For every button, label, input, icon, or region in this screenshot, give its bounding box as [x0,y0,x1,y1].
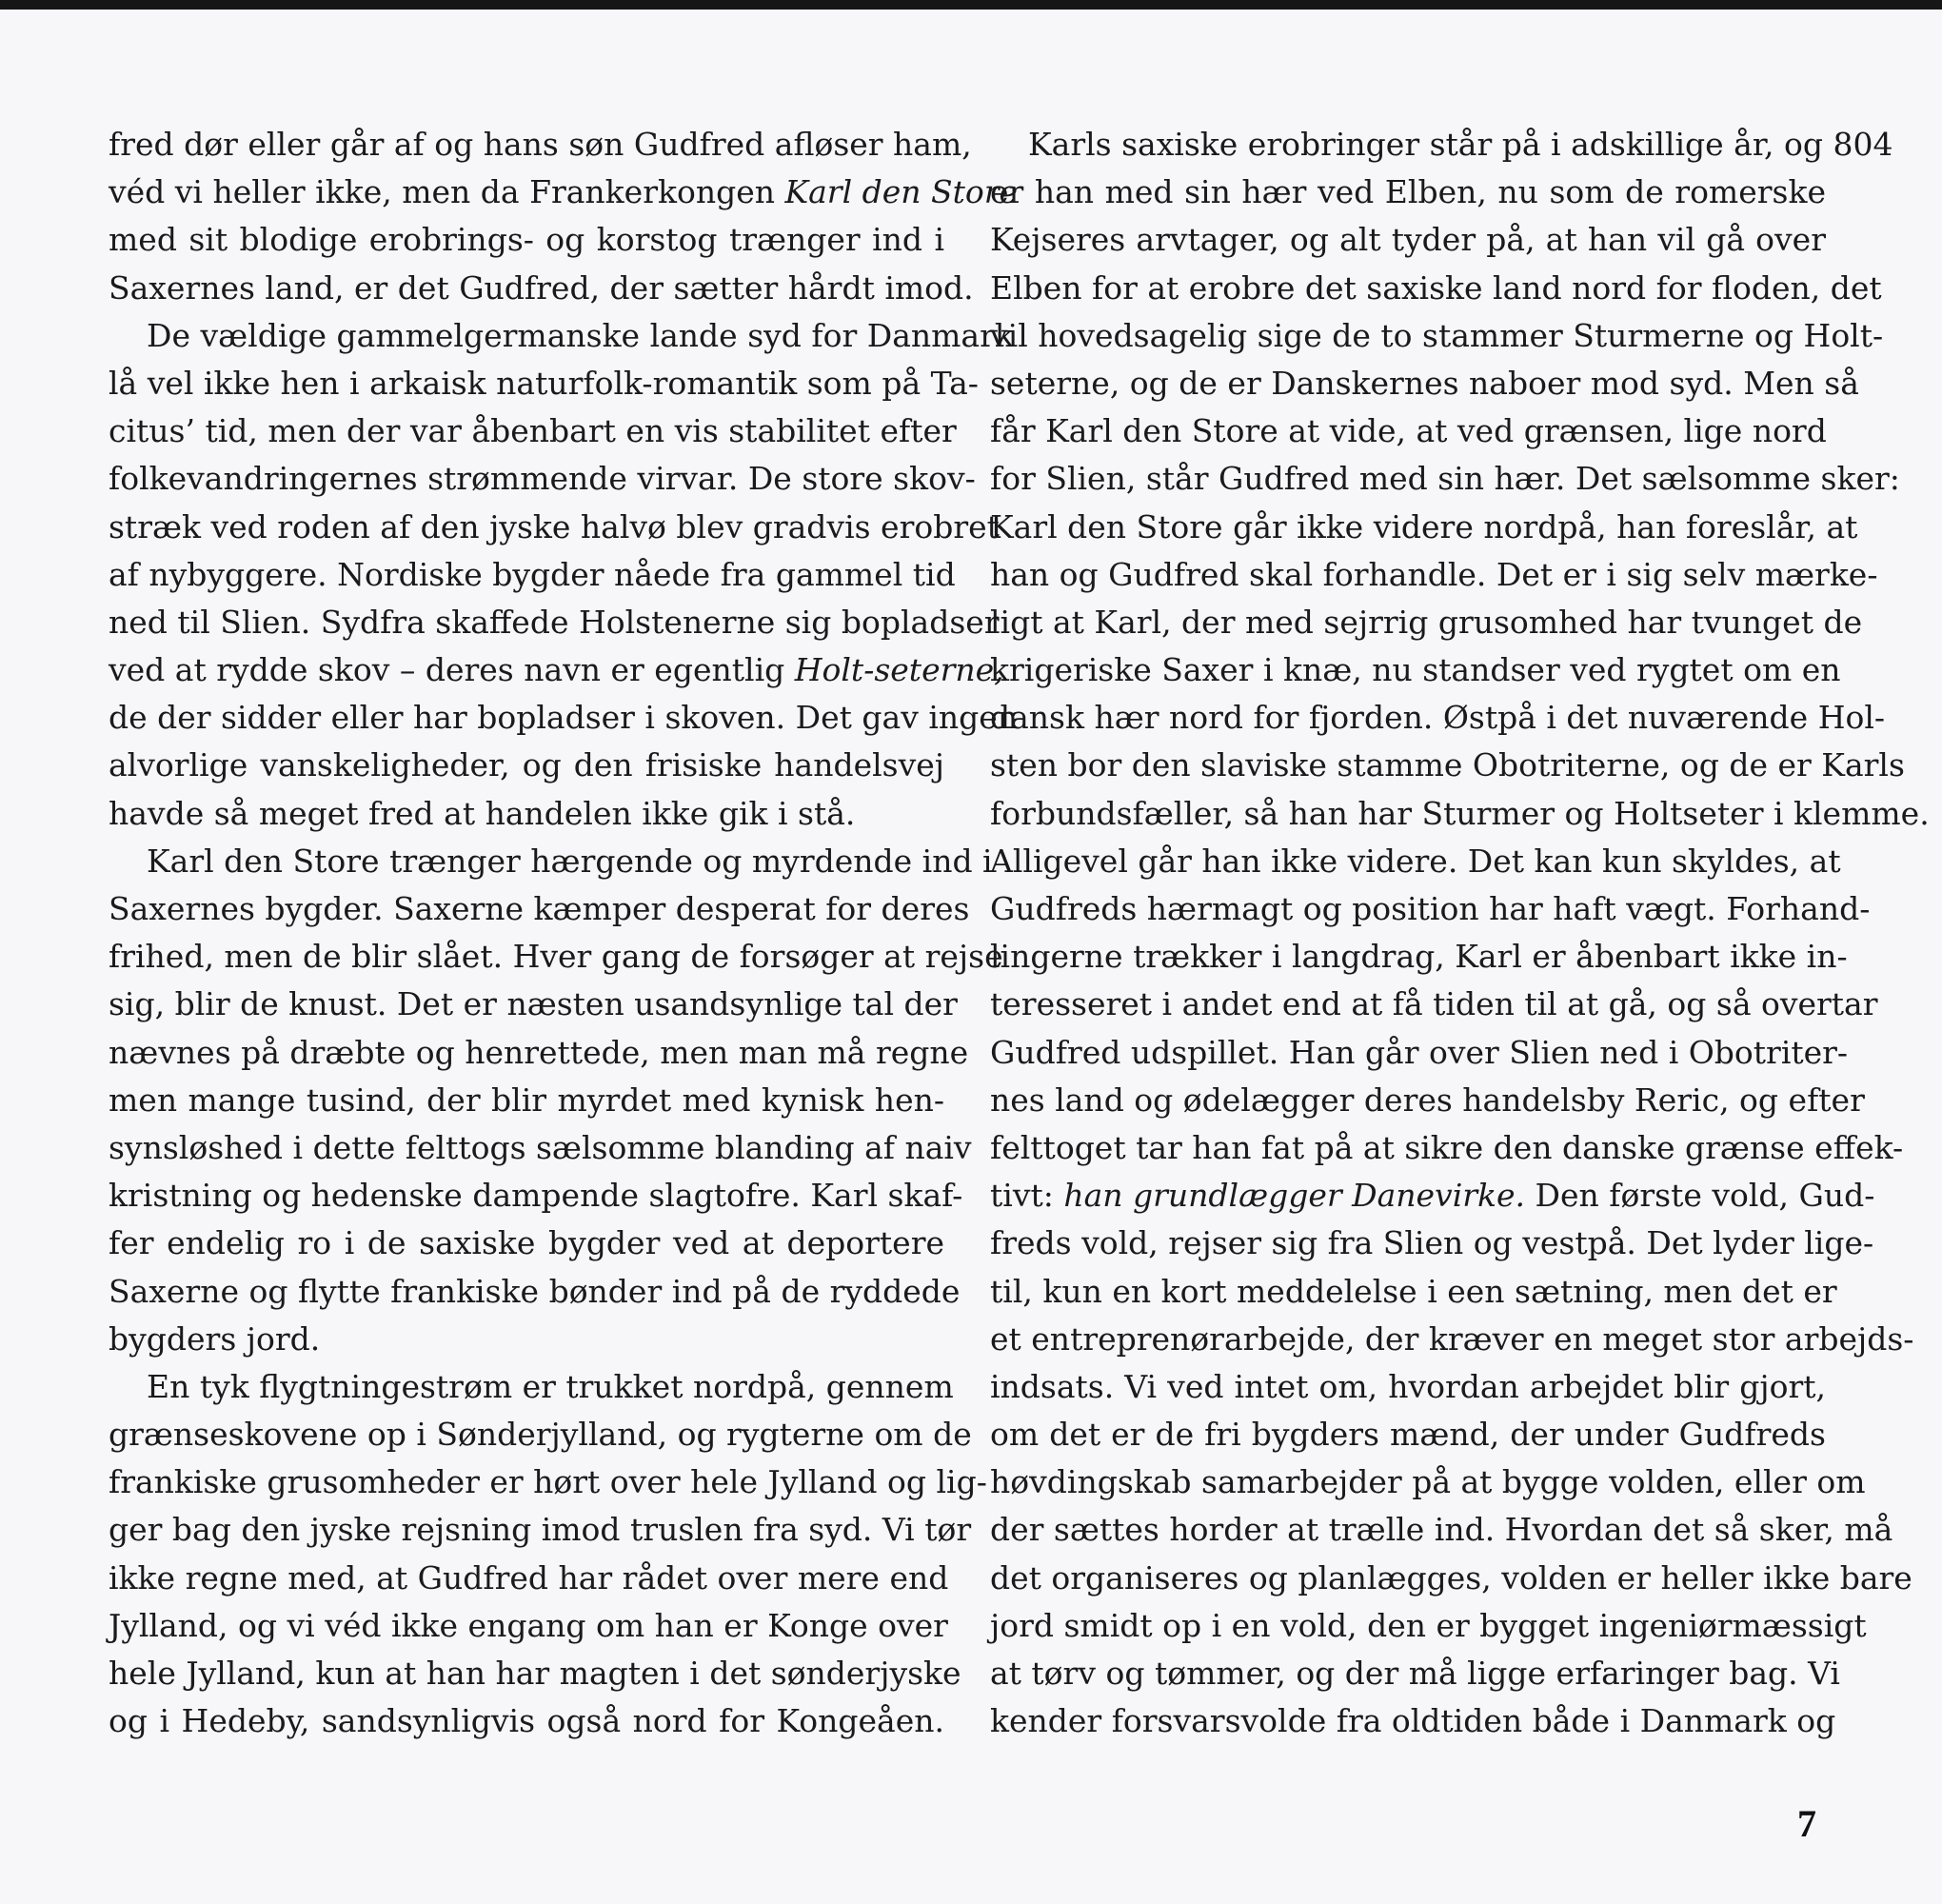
text-line: Alligevel går han ikke videre. Det kan kun skyldes, at [990,842,1841,880]
text-line: indsats. Vi ved intet om, hvordan arbejdet blir gjort, [990,1367,1826,1405]
text-line: Gudfred udspillet. Han går over Slien ned i Obotriter- [990,1033,1849,1071]
text-line: freds vold, rejser sig fra Slien og vestpå. Det lyder lige- [990,1224,1874,1262]
text-line: bygders jord. [109,1319,321,1358]
italic-text: Karl den Store [784,173,1019,211]
text-line: folkevandringernes strømmende virvar. De store skov- [109,460,976,498]
text-line: til, kun en kort meddelelse i een sætning, men det er [990,1272,1837,1310]
text-line: ger bag den jyske rejsning imod truslen fra syd. Vi tør [109,1511,972,1549]
text-line: ikke regne med, at Gudfred har rådet over mere end [109,1558,949,1597]
text-line: med sit blodige erobrings- og korstog trænger ind i [109,221,944,259]
text-line: for Slien, står Gudfred med sin hær. Det sælsomme sker: [990,460,1900,498]
text-line: seterne, og de er Danskernes naboer mod syd. Men så [990,364,1859,402]
text-line: En tyk flygtningestrøm er trukket nordpå, gennem [147,1367,954,1405]
text-line: er han med sin hær ved Elben, nu som de romerske [990,173,1826,211]
text-line: synsløshed i dette felttogs sælsomme blanding af naiv [109,1128,972,1166]
text-line: forbundsfæller, så han har Sturmer og Holtseter i klemme. [990,794,1930,832]
right-text-column [990,121,1930,1745]
text-line: Jylland, og vi véd ikke engang om han er Konge over [109,1606,948,1644]
text-line: at tørv og tømmer, og der må ligge erfaringer bag. Vi [990,1655,1840,1692]
text-line: sten bor den slaviske stamme Obotriterne, og de er Karls [990,746,1905,784]
text-line: det organiseres og planlægges, volden er heller ikke bare [990,1558,1912,1597]
text-line: Kejseres arvtager, og alt tyder på, at han vil gå over [990,221,1826,259]
text-line: af nybyggere. Nordiske bygder nåede fra gammel tid [109,555,956,593]
text-line: frihed, men de blir slået. Hver gang de forsøger at rejse [109,938,1003,976]
text-line: ned til Slien. Sydfra skaffede Holstenerne sig bopladser [109,603,1000,641]
text-line: får Karl den Store at vide, at ved grænsen, lige nord [990,412,1827,450]
text-line: og i Hedeby, sandsynligvis også nord for Kongeåen. [109,1702,944,1740]
text-line: Karl den Store går ikke videre nordpå, han foreslår, at [990,507,1858,545]
text-line: nes land og ødelægger deres handelsby Reric, og efter [990,1081,1865,1119]
text-line: der sættes horder at trælle ind. Hvordan det så sker, må [990,1511,1893,1549]
text-line: men mange tusind, der blir myrdet med kynisk hen- [109,1081,944,1119]
text-segment: véd vi heller ikke, men da Frankerkongen [109,173,785,211]
top-border [0,0,1942,10]
text-line: havde så meget fred at handelen ikke gik i stå. [109,794,856,832]
text-segment: Den første vold, Gud- [1525,1177,1875,1215]
text-segment: ved at rydde skov – deres navn er egentlig [109,651,795,689]
text-line: ligt at Karl, der med sejrrig grusomhed har tvunget de [990,603,1863,641]
text-line [109,646,1004,694]
text-line: lingerne trækker i langdrag, Karl er åbenbart ikke in- [990,938,1848,976]
text-line: grænseskovene op i Sønderjylland, og rygterne om de [109,1416,972,1454]
text-line: Gudfreds hærmagt og position har haft vægt. Forhand- [990,890,1871,927]
text-line: om det er de fri bygders mænd, der under Gudfreds [990,1416,1826,1454]
text-line: de der sidder eller har bopladser i skoven. Det gav ingen [109,699,1019,737]
text-line: han og Gudfred skal forhandle. Det er i sig selv mærke- [990,555,1878,593]
text-line: krigeriske Saxer i knæ, nu standser ved rygtet om en [990,651,1841,689]
text-line: teresseret i andet end at få tiden til at gå, og så overtar [990,985,1878,1023]
left-text-column [109,121,1019,1745]
text-line: stræk ved roden af den jyske halvø blev gradvis erobret [109,507,1000,545]
text-line: vil hovedsagelig sige de to stammer Sturmerne og Holt- [990,316,1884,354]
text-line: Elben for at erobre det saxiske land nord for floden, det [990,268,1882,307]
text-line: lå vel ikke hen i arkaisk naturfolk-romantik som på Ta- [109,364,979,402]
italic-text: han grundlægger Danevirke. [1063,1177,1526,1215]
text-line: kristning og hedenske dampende slagtofre. Karl skaf- [109,1177,963,1215]
text-line: frankiske grusomheder er hørt over hele Jylland og lig- [109,1463,987,1501]
text-line: sig, blir de knust. Det er næsten usandsynlige tal der [109,985,958,1023]
text-line: felttoget tar han fat på at sikre den danske grænse effek- [990,1128,1904,1166]
text-line: Saxerne og flytte frankiske bønder ind på de ryddede [109,1272,961,1310]
text-line: fred dør eller går af og hans søn Gudfred afløser ham, [109,126,972,163]
text-line: De vældige gammelgermanske lande syd for Danmark [147,316,1014,354]
text-line [109,169,1019,216]
text-line: dansk hær nord for fjorden. Østpå i det nuværende Hol- [990,699,1886,737]
text-line: hele Jylland, kun at han har magten i det sønderjyske [109,1655,961,1692]
text-line: nævnes på dræbte og henrettede, men man må regne [109,1033,969,1071]
italic-text: Holt-seterne, [794,651,1004,689]
text-line: Karl den Store trænger hærgende og myrdende ind i [147,842,993,880]
text-line: Saxernes bygder. Saxerne kæmper desperat for deres [109,890,970,927]
text-line: høvdingskab samarbejder på at bygge volden, eller om [990,1463,1866,1501]
text-line: Saxernes land, er det Gudfred, der sætter hårdt imod. [109,268,974,307]
text-line: kender forsvarsvolde fra oldtiden både i Danmark og [990,1702,1836,1740]
text-line: citus’ tid, men der var åbenbart en vis stabilitet efter [109,412,957,450]
text-line: fer endelig ro i de saxiske bygder ved at deportere [109,1224,944,1262]
text-line: et entreprenørarbejde, der kræver en meget stor arbejds- [990,1319,1914,1358]
text-segment: tivt: [990,1177,1064,1215]
text-line: jord smidt op i en vold, den er bygget ingeniørmæssigt [990,1606,1867,1644]
text-line: alvorlige vanskeligheder, og den frisiske handelsvej [109,746,944,784]
page-number: 7 [1797,1802,1816,1845]
text-line: Karls saxiske erobringer står på i adskillige år, og 804 [1028,126,1893,163]
text-line [990,1172,1875,1220]
